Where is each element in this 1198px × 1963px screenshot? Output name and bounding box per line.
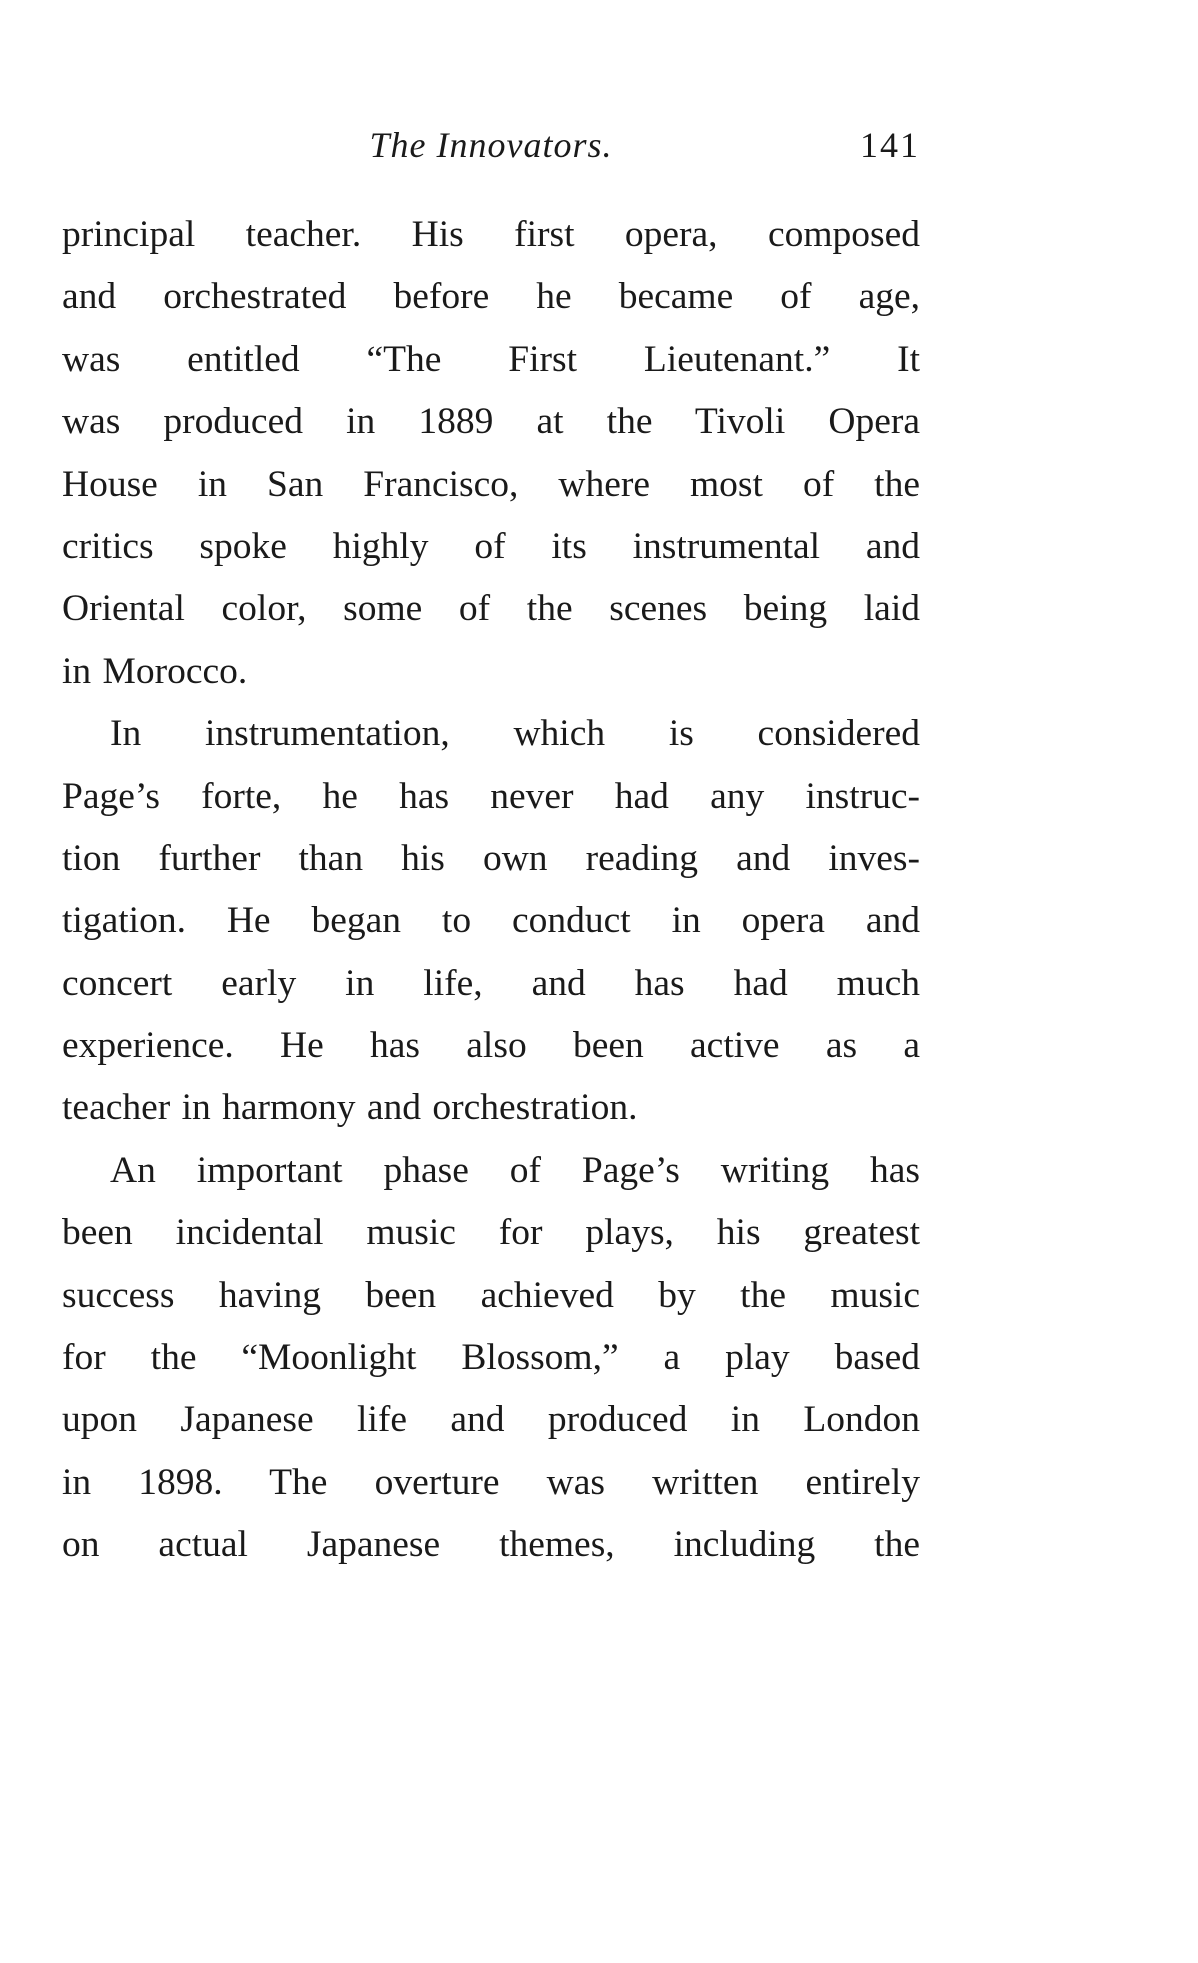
- text-line: principal teacher. His first opera, composed: [62, 214, 920, 255]
- text-line: In instrumentation, which is considered: [110, 713, 920, 755]
- body-text: [62, 204, 920, 1577]
- text-line: House in San Francisco, where most of the: [62, 463, 920, 505]
- text-line: success having been achieved by the music: [62, 1274, 920, 1316]
- text-line: and orchestrated before he became of age,: [62, 276, 920, 318]
- text-line: upon Japanese life and produced in London: [62, 1399, 920, 1441]
- text-line: concert early in life, and has had much: [62, 962, 920, 1004]
- text-line: tigation. He began to conduct in opera and: [62, 900, 920, 942]
- page-header: [62, 124, 920, 176]
- page-number: 141: [860, 125, 920, 165]
- text-line: experience. He has also been active as a: [62, 1025, 920, 1067]
- text-line: in Morocco.: [62, 650, 248, 692]
- text-line: critics spoke highly of its instrumental and: [62, 525, 920, 567]
- text-line: An important phase of Page’s writing has: [110, 1149, 920, 1191]
- text-line: teacher in harmony and orchestration.: [62, 1087, 638, 1129]
- running-title: The Innovators.: [369, 125, 613, 165]
- text-line: Oriental color, some of the scenes being laid: [62, 588, 920, 630]
- text-line: Page’s forte, he has never had any instruc-: [62, 775, 920, 817]
- text-line: tion further than his own reading and inves-: [62, 837, 920, 879]
- text-line: on actual Japanese themes, including the: [62, 1524, 920, 1566]
- text-line: for the “Moonlight Blossom,” a play based: [62, 1337, 920, 1379]
- text-line: was entitled “The First Lieutenant.” It: [62, 338, 920, 380]
- text-line: in 1898. The overture was written entirely: [62, 1461, 920, 1503]
- text-line: been incidental music for plays, his greatest: [62, 1212, 920, 1254]
- text-line: was produced in 1889 at the Tivoli Opera: [62, 401, 920, 443]
